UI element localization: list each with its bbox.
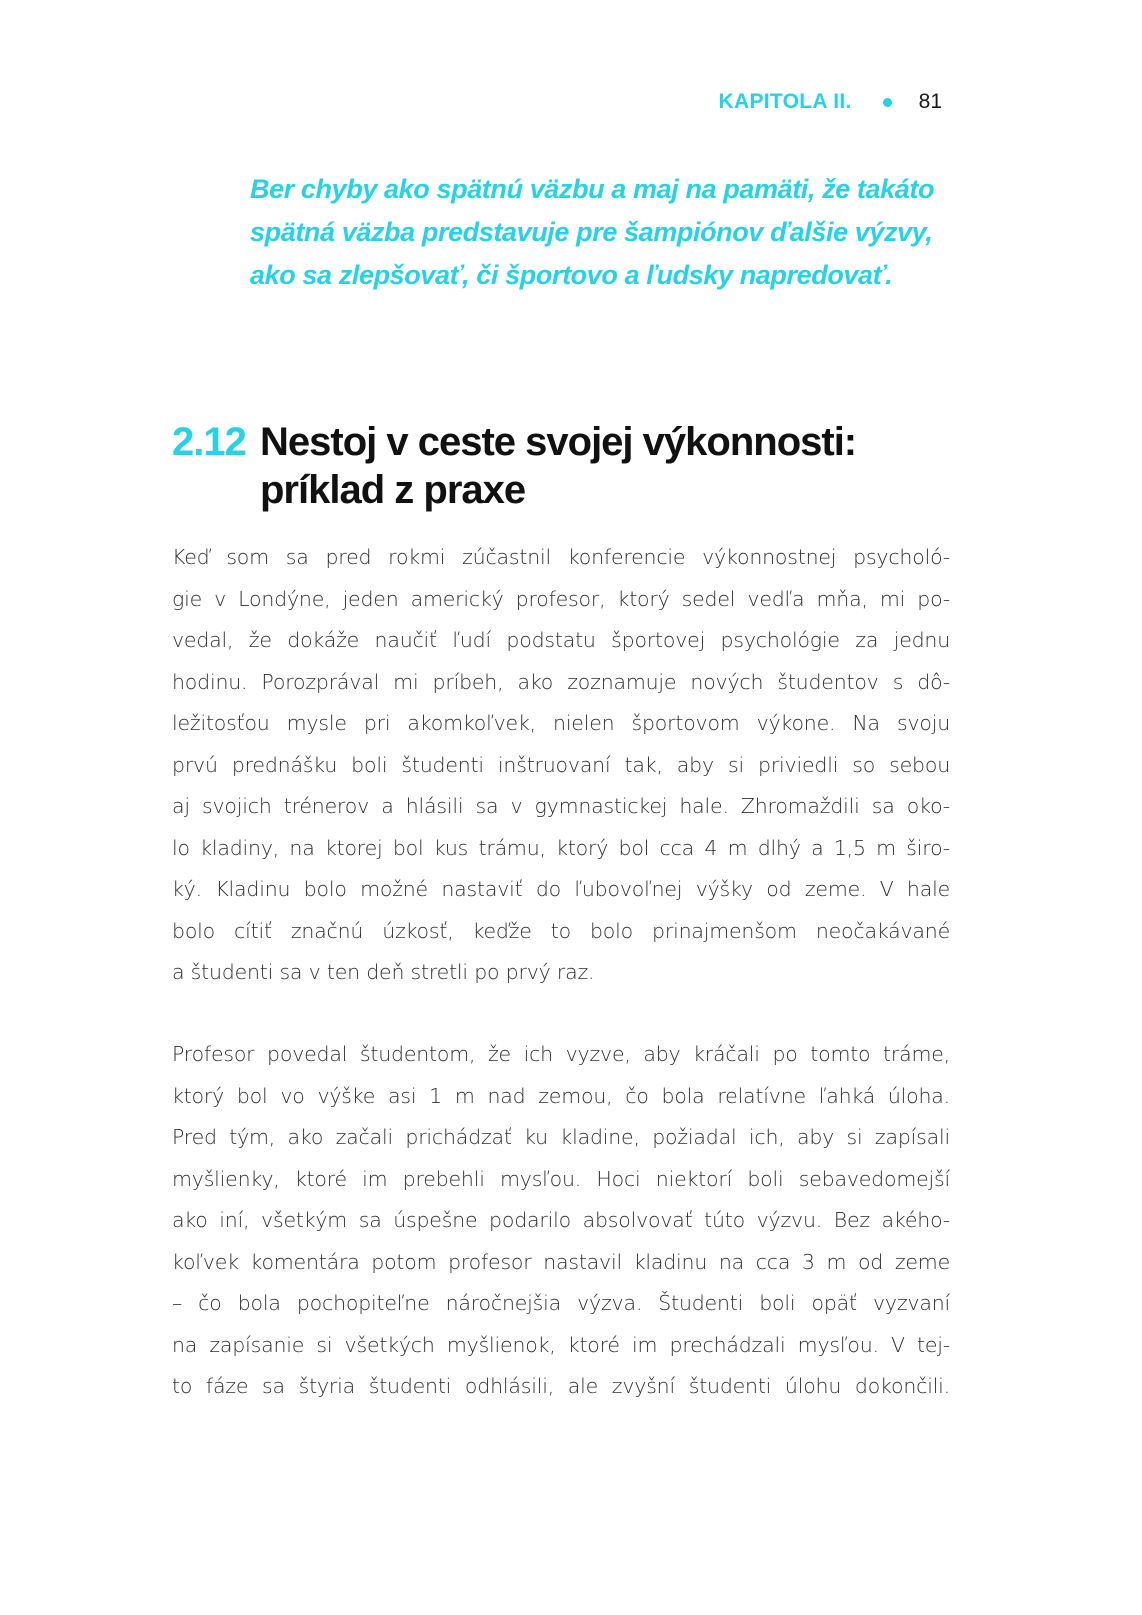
section-number: 2.12 <box>172 420 246 464</box>
text-line: prvú prednášku boli študenti inštruovaní tak, aby si priviedli so sebou <box>172 752 950 777</box>
text-line: lo kladiny, na ktorej bol kus trámu, ktorý bol cca 4 m dlhý a 1,5 m širo- <box>172 835 950 860</box>
section-title-line: Nestoj v ceste svojej výkonnosti: <box>260 420 857 464</box>
text-line: Profesor povedal študentom, že ich vyzve, aby kráčali po tomto tráme, <box>172 1042 950 1066</box>
text-line: vedal, že dokáže naučiť ľudí podstatu športovej psychológie za jednu <box>172 628 950 652</box>
section-heading <box>172 418 856 514</box>
section-title-line: príklad z praxe <box>260 468 526 512</box>
text-line: bolo cítiť značnú úzkosť, keďže to bolo prinajmenšom neočakávané <box>172 918 950 943</box>
text-line: ako iní, všetkým sa úspešne podarilo absolvovať túto výzvu. Bez akého- <box>172 1208 950 1232</box>
text-line: to fáze sa štyria študenti odhlásili, ale zvyšní študenti úlohu dokončili. <box>172 1374 950 1398</box>
pull-quote <box>250 168 970 297</box>
text-line: Pred tým, ako začali prichádzať ku kladine, požiadal ich, aby si zapísali <box>172 1125 950 1149</box>
text-line: Keď som sa pred rokmi zúčastnil konferencie výkonnostnej psycholó- <box>172 545 950 569</box>
text-line: hodinu. Porozprával mi príbeh, ako zoznamuje nových študentov s dô- <box>172 669 950 694</box>
page-number: 81 <box>918 90 942 113</box>
text-line: ký. Kladinu bolo možné nastaviť do ľubovoľnej výšky od zeme. V hale <box>172 877 950 901</box>
text-line: ktorý bol vo výške asi 1 m nad zemou, čo bola relatívne ľahká úloha. <box>172 1083 950 1108</box>
section-title <box>260 418 856 514</box>
pull-quote-line: spätná väzba predstavuje pre šampiónov ďalšie výzvy, <box>250 217 933 247</box>
text-line: – čo bola pochopiteľne náročnejšia výzva. Študenti boli opäť vyzvaní <box>172 1291 950 1315</box>
text-line: gie v Londýne, jeden americký profesor, ktorý sedel vedľa mňa, mi po- <box>172 586 950 611</box>
text-line: ležitosťou mysle pri akomkoľvek, nielen športovom výkone. Na svoju <box>172 711 950 735</box>
chapter-label: KAPITOLA II. <box>718 90 852 113</box>
body-paragraph-1 <box>172 537 950 994</box>
pull-quote-line: Ber chyby ako spätnú väzbu a maj na pamäti, že takáto <box>250 174 935 204</box>
bullet-dot-icon <box>883 98 892 107</box>
pull-quote-line: ako sa zlepšovať, či športovo a ľudsky napredovať. <box>250 260 893 290</box>
running-header <box>719 90 942 114</box>
text-line: a študenti sa v ten deň stretli po prvý raz. <box>172 960 595 984</box>
text-line: myšlienky, ktoré im prebehli mysľou. Hoci niektorí boli sebavedomejší <box>172 1166 950 1191</box>
text-line: koľvek komentára potom profesor nastavil kladinu na cca 3 m od zeme <box>172 1249 950 1274</box>
body-paragraph-2 <box>172 1034 950 1408</box>
text-line: na zapísanie si všetkých myšlienok, ktoré im prechádzali mysľou. V tej- <box>172 1332 950 1357</box>
text-line: aj svojich trénerov a hlásili sa v gymnastickej hale. Zhromaždili sa oko- <box>172 794 950 818</box>
